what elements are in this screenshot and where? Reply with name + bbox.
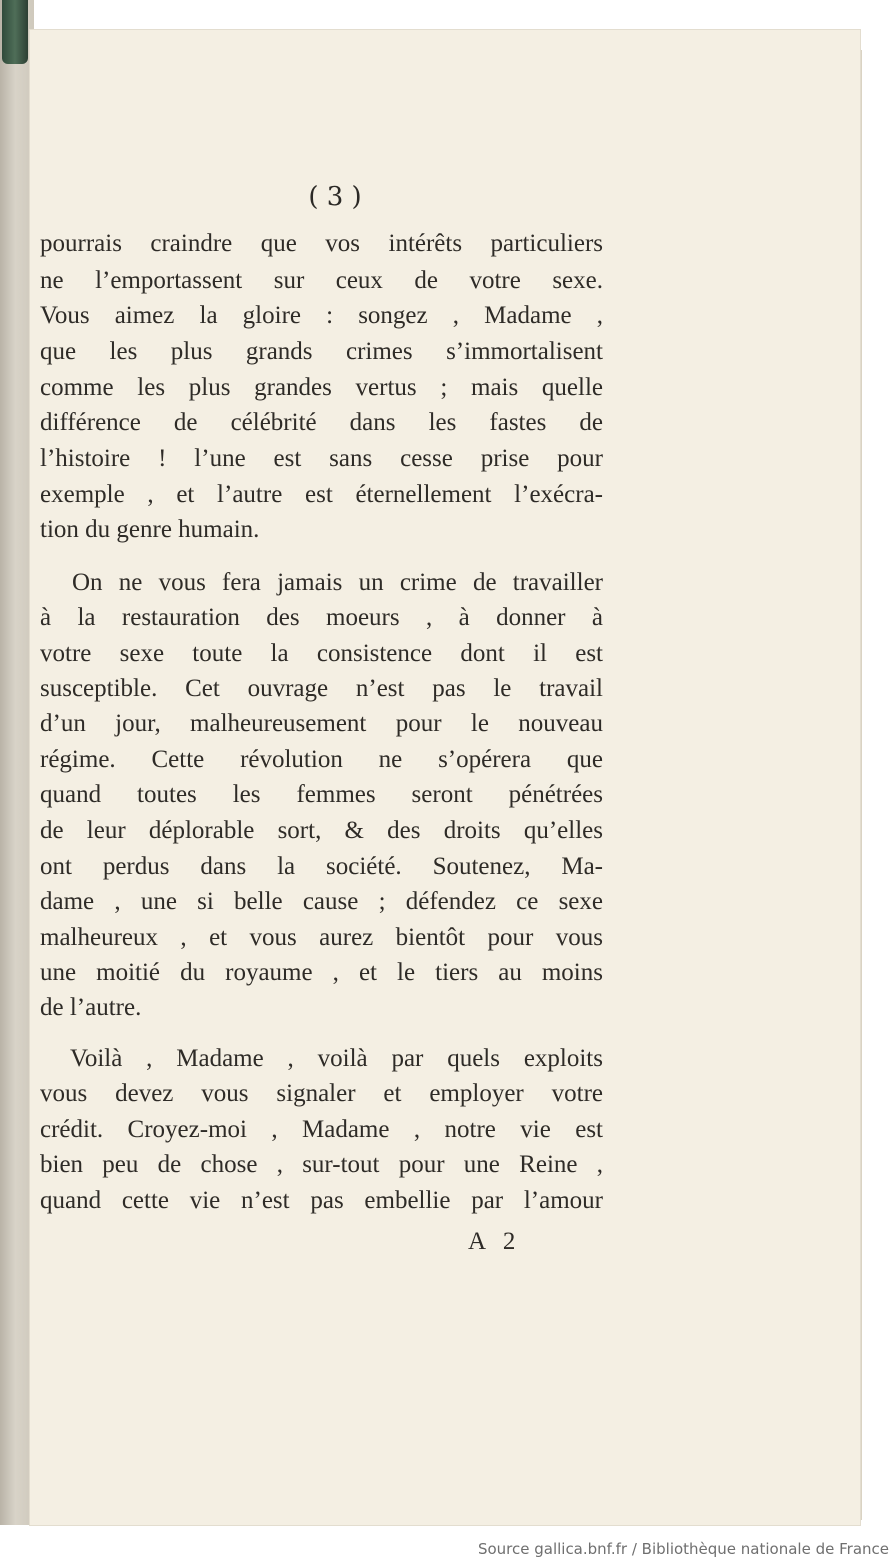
text-line: pourrais craindre que vos intérêts particuliers [40,230,603,257]
text-line: régime. Cette révolution ne s’opérera que [40,746,603,773]
page-number: ( 3 ) [308,182,362,212]
text-line: quand toutes les femmes seront pénétrées [40,781,603,808]
text-line: à la restauration des moeurs , à donner à [40,604,603,631]
text-line: une moitié du royaume , et le tiers au moins [40,959,603,986]
text-line: ont perdus dans la société. Soutenez, Ma- [40,853,603,880]
text-line: quand cette vie n’est pas embellie par l’amour [40,1187,603,1214]
text-line: de leur déplorable sort, & des droits qu’elles [40,817,603,844]
signature-mark: A 2 [468,1228,522,1255]
text-line: bien peu de chose , sur-tout pour une Reine , [40,1151,603,1178]
text-line: dame , une si belle cause ; défendez ce sexe [40,888,603,915]
text-line: Voilà , Madame , voilà par quels exploits [70,1045,603,1072]
text-line: d’un jour, malheureusement pour le nouveau [40,710,603,737]
text-line: de l’autre. [40,994,142,1021]
text-line: crédit. Croyez-moi , Madame , notre vie est [40,1116,603,1143]
text-line: susceptible. Cet ouvrage n’est pas le travail [40,675,603,702]
source-attribution: Source gallica.bnf.fr / Bibliothèque nationale de France [477,1540,889,1558]
text-line: Vous aimez la gloire : songez , Madame , [40,302,603,329]
text-line: malheureux , et vous aurez bientôt pour vous [40,924,603,951]
ribbon-bookmark [2,0,28,64]
text-line: On ne vous fera jamais un crime de travailler [72,569,603,596]
text-line: l’histoire ! l’une est sans cesse prise pour [40,445,603,472]
book-spine [0,0,34,1525]
text-line: votre sexe toute la consistence dont il est [40,640,603,667]
text-line: que les plus grands crimes s’immortalisent [40,338,603,365]
text-line: vous devez vous signaler et employer votre [40,1080,603,1107]
text-line: exemple , et l’autre est éternellement l’exécra- [40,481,603,508]
text-line: ne l’emportassent sur ceux de votre sexe. [40,267,603,294]
text-line: comme les plus grandes vertus ; mais quelle [40,374,603,401]
text-line: tion du genre humain. [40,516,260,543]
text-line: différence de célébrité dans les fastes de [40,409,603,436]
